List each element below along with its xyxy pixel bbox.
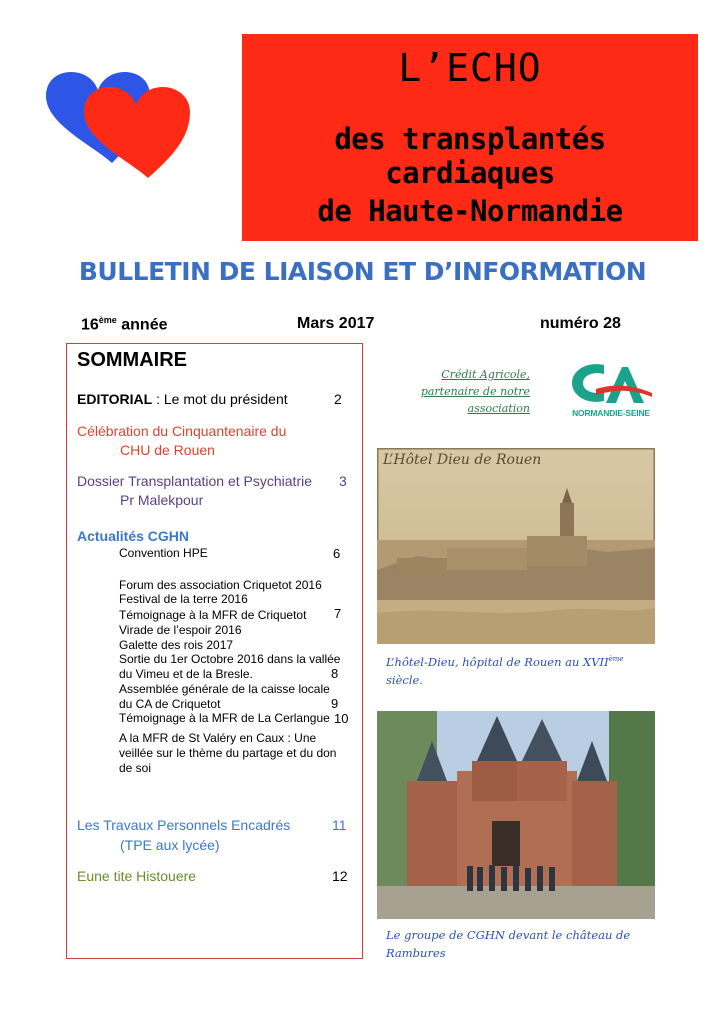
toc-histouere[interactable]: Eune tite Histouere	[77, 868, 197, 884]
hotel-dieu-image	[377, 448, 655, 644]
toc-celebration-line2: CHU de Rouen	[120, 442, 215, 458]
toc-travaux[interactable]: Les Travaux Personnels Encadrés	[77, 817, 291, 833]
toc-actu-item: du Vimeu et de la Bresle.	[119, 667, 253, 681]
toc-travaux-line2: (TPE aux lycée)	[120, 837, 220, 853]
toc-page: 6	[333, 546, 341, 561]
toc-page: 12	[332, 868, 348, 884]
masthead-subtitle-1: des transplantés cardiaques	[334, 122, 606, 190]
toc-actu-item: veillée sur le thème du partage et du don	[119, 746, 337, 760]
toc-actu-item[interactable]: Festival de la terre 2016	[119, 592, 248, 606]
sponsor-credit[interactable]: Crédit Agricole, partenaire de notre association	[420, 368, 530, 415]
toc-actu-item[interactable]: Galette des rois 2017	[119, 638, 234, 652]
toc-actu-item: du CA de Criquetot	[119, 697, 221, 711]
bulletin-heading: BULLETIN DE LIAISON ET D’INFORMATION	[78, 257, 647, 286]
rambures-castle-image	[377, 711, 655, 919]
photo2-caption: Le groupe de CGHN devant le château de Rambures	[386, 928, 631, 960]
toc-actu-item[interactable]: Convention HPE	[119, 546, 208, 560]
credit-agricole-logo	[566, 359, 656, 421]
toc-actu-item[interactable]: A la MFR de St Valéry en Caux : Une	[119, 731, 317, 745]
toc-page: 11	[332, 817, 347, 833]
masthead	[242, 34, 698, 241]
toc-page: 8	[331, 666, 339, 681]
toc-page: 3	[339, 473, 347, 489]
toc-actu-item[interactable]: Virade de l’espoir 2016	[119, 623, 242, 637]
sommaire-heading: SOMMAIRE	[77, 349, 187, 371]
year-info: 16ème année	[81, 315, 168, 334]
toc-actu-item[interactable]: Témoignage à la MFR de Criquetot	[119, 608, 307, 622]
toc-page: 7	[334, 606, 342, 621]
masthead-title: L’ECHO	[398, 46, 542, 90]
toc-dossier-line2: Pr Malekpour	[120, 492, 204, 508]
logo-text: NORMANDIE-SEINE	[572, 408, 650, 418]
hearts-logo	[40, 70, 200, 180]
toc-actu-item[interactable]: Forum des association Criquetot 2016	[119, 578, 322, 592]
toc-page: 10	[334, 711, 349, 726]
toc-actu-item[interactable]: Témoignage à la MFR de La Cerlangue	[119, 711, 330, 725]
issue-date: Mars 2017	[297, 315, 375, 332]
photo1-caption: L’hôtel-Dieu, hôpital de Rouen au XVIIème siècle.	[386, 654, 624, 687]
toc-celebration[interactable]: Célébration du Cinquantenaire du	[77, 423, 287, 439]
toc-page: 9	[331, 696, 339, 711]
toc-actu-item: de soi	[119, 761, 152, 775]
sommaire-box	[66, 343, 363, 959]
toc-actu-item[interactable]: Assemblée générale de la caisse locale	[119, 682, 330, 696]
masthead-subtitle-2: de Haute-Normandie	[317, 194, 623, 228]
toc-editorial[interactable]: EDITORIAL : Le mot du président	[77, 391, 288, 407]
issue-number: numéro 28	[540, 315, 621, 332]
toc-actu-item[interactable]: Sortie du 1er Octobre 2016 dans la vallée	[119, 652, 341, 666]
toc-dossier[interactable]: Dossier Transplantation et Psychiatrie	[77, 473, 312, 489]
toc-actualites[interactable]: Actualités CGHN	[77, 528, 190, 544]
toc-page: 2	[334, 391, 342, 407]
engraving-title: L’Hôtel Dieu de Rouen	[383, 452, 542, 468]
